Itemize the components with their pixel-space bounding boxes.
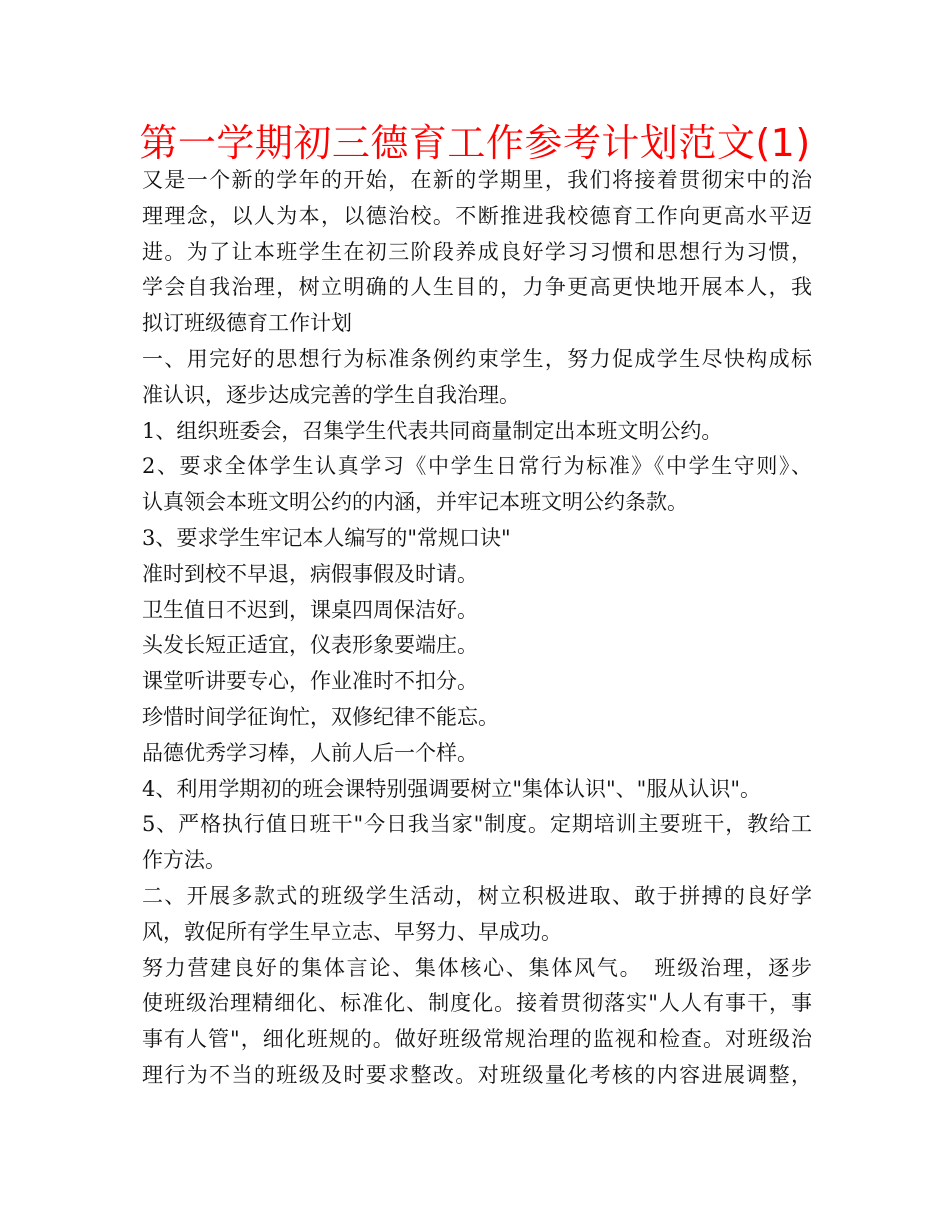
paragraph-line: 卫生值日不迟到，课桌四周保洁好。 (142, 597, 478, 622)
paragraph-line: 头发长短正适宜，仪表形象要端庄。 (142, 633, 478, 658)
paragraph-line: 作方法。 (142, 848, 226, 873)
paragraph-line: 学会自我治理，树立明确的人生目的，力争更高更快地开展本人，我 (142, 275, 812, 300)
paragraph-line: 使班级治理精细化、标准化、制度化。接着贯彻落实"人人有事干，事 (142, 991, 812, 1016)
paragraph-line: 一、用完好的思想行为标准条例约束学生，努力促成学生尽快构成标 (142, 346, 812, 371)
paragraph-line: 品德优秀学习棒，人前人后一个样。 (142, 740, 478, 765)
paragraph-line: 准时到校不早退，病假事假及时请。 (142, 561, 478, 586)
page-title: 第一学期初三德育工作参考计划范文(1) (139, 121, 811, 165)
paragraph-line: 理理念，以人为本，以德治校。不断推进我校德育工作向更高水平迈 (142, 203, 812, 228)
paragraph-line: 珍惜时间学征询忙，双修纪律不能忘。 (142, 704, 499, 729)
paragraph-line: 3、要求学生牢记本人编写的"常规口诀" (142, 525, 511, 550)
paragraph-line: 努力营建良好的集体言论、集体核心、集体风气。 班级治理，逐步 (142, 955, 812, 980)
paragraph-line: 1、组织班委会，召集学生代表共同商量制定出本班文明公约。 (142, 418, 723, 443)
document-body (142, 163, 812, 1094)
paragraph-line: 又是一个新的学年的开始，在新的学期里，我们将接着贯彻宋中的治 (142, 168, 812, 192)
paragraph-line: 进。为了让本班学生在初三阶段养成良好学习习惯和思想行为习惯， (142, 239, 812, 264)
paragraph-line: 拟订班级德育工作计划 (142, 311, 352, 336)
paragraph-line: 理行为不当的班级及时要求整改。对班级量化考核的内容进展调整， (142, 1062, 812, 1087)
paragraph-line: 事有人管"，细化班规的。做好班级常规治理的监视和检查。对班级治 (142, 1027, 812, 1052)
paragraph-line: 风，敦促所有学生早立志、早努力、早成功。 (142, 919, 562, 944)
paragraph-line: 课堂听讲要专心，作业准时不扣分。 (142, 669, 478, 694)
paragraph-line: 二、开展多款式的班级学生活动，树立积极进取、敢于拼搏的良好学 (142, 883, 812, 908)
paragraph-line: 认真领会本班文明公约的内涵，并牢记本班文明公约条款。 (142, 490, 688, 515)
paragraph-line: 准认识，逐步达成完善的学生自我治理。 (142, 382, 520, 407)
paragraph-line: 5、严格执行值日班干"今日我当家"制度。定期培训主要班干，教给工 (142, 812, 812, 837)
paragraph-line: 4、利用学期初的班会课特别强调要树立"集体认识"、"服从认识"。 (142, 776, 761, 801)
paragraph-line: 2、要求全体学生认真学习《中学生日常行为标准》《中学生守则》、 (142, 454, 812, 479)
